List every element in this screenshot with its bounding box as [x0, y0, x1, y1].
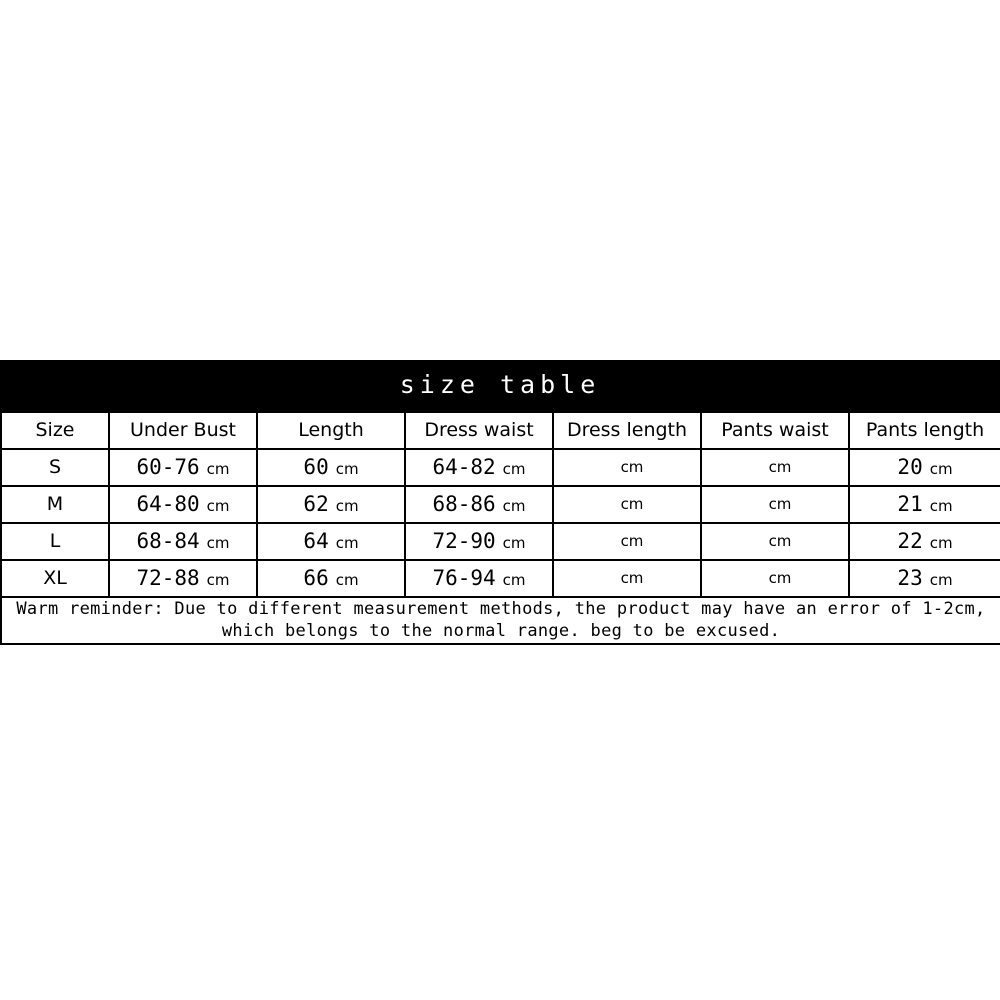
cell-value: 60	[303, 455, 329, 479]
unit-label: cm	[206, 534, 230, 552]
unit-label: cm	[335, 460, 359, 478]
size-table-title: size table	[0, 360, 1000, 411]
cell-value: 76-94	[432, 566, 496, 590]
cell-value: 72-88	[136, 566, 200, 590]
unit-label: cm	[206, 497, 230, 515]
unit-label: cm	[620, 458, 644, 476]
unit-label: cm	[502, 571, 526, 589]
cell-value: 22	[897, 529, 923, 553]
column-header-under-bust: Under Bust	[109, 412, 257, 449]
column-header-pants-length: Pants length	[849, 412, 1000, 449]
unit-label: cm	[929, 497, 953, 515]
cell-size: S	[1, 449, 109, 486]
cell-length	[257, 523, 405, 560]
cell-dress-length	[553, 449, 701, 486]
cell-pants-waist	[701, 449, 849, 486]
unit-label: cm	[929, 534, 953, 552]
table-row	[1, 486, 1000, 523]
cell-length	[257, 449, 405, 486]
cell-dress-waist	[405, 523, 553, 560]
cell-pants-length	[849, 523, 1000, 560]
column-header-dress-length: Dress length	[553, 412, 701, 449]
unit-label: cm	[206, 460, 230, 478]
column-header-dress-waist: Dress waist	[405, 412, 553, 449]
cell-value: 64-82	[432, 455, 496, 479]
cell-length	[257, 560, 405, 597]
cell-value: 62	[303, 492, 329, 516]
unit-label: cm	[620, 532, 644, 550]
cell-under-bust	[109, 449, 257, 486]
unit-label: cm	[620, 569, 644, 587]
cell-size: XL	[1, 560, 109, 597]
warm-reminder-note: Warm reminder: Due to different measurement methods, the product may have an error of 1-2cm, which belongs to the normal range. beg to be excused.	[1, 597, 1000, 645]
table-row	[1, 560, 1000, 597]
table-row	[1, 523, 1000, 560]
unit-label: cm	[335, 571, 359, 589]
cell-dress-length	[553, 560, 701, 597]
unit-label: cm	[502, 460, 526, 478]
cell-dress-waist	[405, 486, 553, 523]
unit-label: cm	[929, 460, 953, 478]
cell-value: 64	[303, 529, 329, 553]
column-header-pants-waist: Pants waist	[701, 412, 849, 449]
column-header-length: Length	[257, 412, 405, 449]
column-header-size: Size	[1, 412, 109, 449]
cell-pants-length	[849, 486, 1000, 523]
cell-size: M	[1, 486, 109, 523]
table-note-row	[1, 597, 1000, 645]
cell-pants-waist	[701, 560, 849, 597]
cell-value: 72-90	[432, 529, 496, 553]
cell-value: 64-80	[136, 492, 200, 516]
cell-under-bust	[109, 486, 257, 523]
cell-length	[257, 486, 405, 523]
cell-pants-waist	[701, 486, 849, 523]
unit-label: cm	[768, 495, 792, 513]
size-table	[0, 411, 1000, 646]
unit-label: cm	[929, 571, 953, 589]
cell-value: 68-86	[432, 492, 496, 516]
cell-under-bust	[109, 523, 257, 560]
cell-size: L	[1, 523, 109, 560]
cell-value: 66	[303, 566, 329, 590]
cell-dress-length	[553, 486, 701, 523]
cell-pants-waist	[701, 523, 849, 560]
cell-value: 68-84	[136, 529, 200, 553]
table-header-row	[1, 412, 1000, 449]
unit-label: cm	[768, 569, 792, 587]
cell-pants-length	[849, 560, 1000, 597]
cell-under-bust	[109, 560, 257, 597]
unit-label: cm	[335, 534, 359, 552]
cell-value: 23	[897, 566, 923, 590]
cell-value: 60-76	[136, 455, 200, 479]
unit-label: cm	[768, 532, 792, 550]
table-row	[1, 449, 1000, 486]
unit-label: cm	[335, 497, 359, 515]
cell-dress-waist	[405, 560, 553, 597]
unit-label: cm	[502, 497, 526, 515]
cell-pants-length	[849, 449, 1000, 486]
unit-label: cm	[206, 571, 230, 589]
cell-value: 20	[897, 455, 923, 479]
cell-dress-length	[553, 523, 701, 560]
cell-dress-waist	[405, 449, 553, 486]
unit-label: cm	[502, 534, 526, 552]
unit-label: cm	[620, 495, 644, 513]
cell-value: 21	[897, 492, 923, 516]
size-table-block	[0, 360, 1000, 645]
unit-label: cm	[768, 458, 792, 476]
